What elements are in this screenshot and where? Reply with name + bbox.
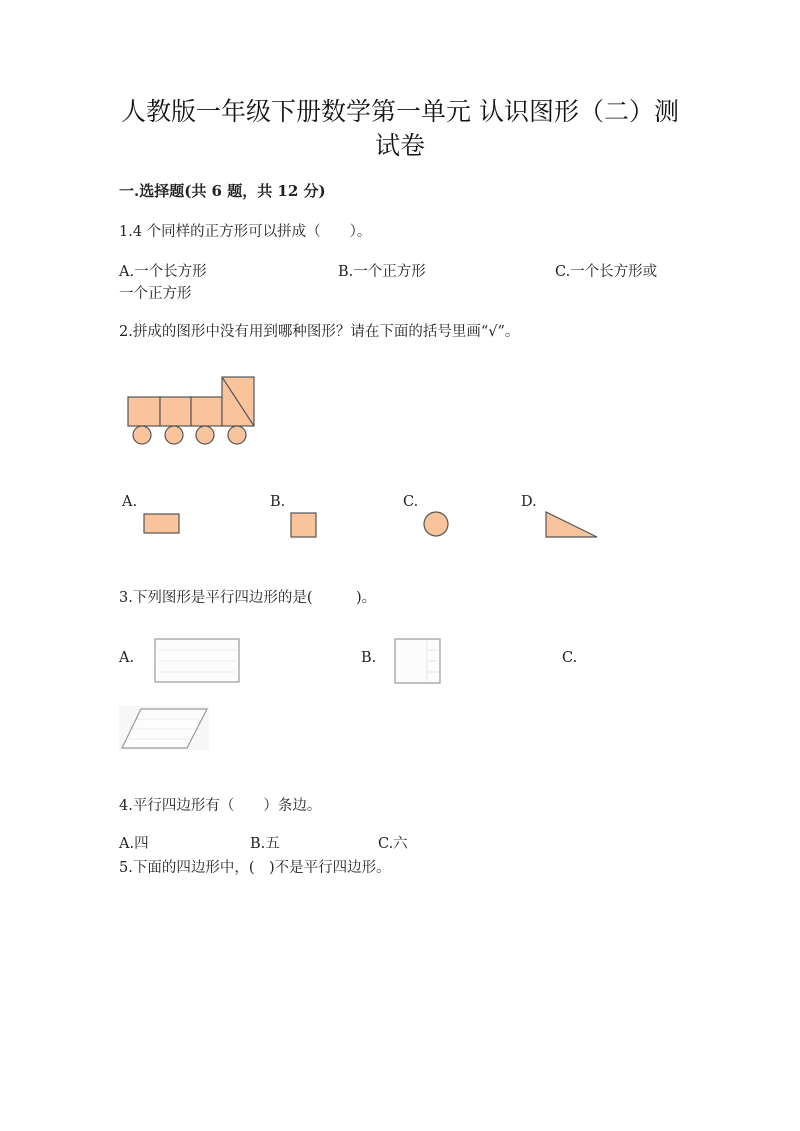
train-wheel-3 [196, 426, 214, 444]
train-rect-2 [160, 397, 191, 426]
question-2-option-a[interactable]: A. [122, 494, 138, 510]
question-4-option-c[interactable]: C.六 [378, 836, 408, 852]
question-3-option-c[interactable]: C. [562, 650, 578, 666]
question-3-option-b[interactable]: B. [361, 650, 377, 666]
question-1-option-c-continued: 一个正方形 [119, 286, 192, 302]
question-3-option-a[interactable]: A. [119, 650, 135, 666]
question-2-stem: 2.拼成的图形中没有用到哪种图形？请在下面的括号里画“√”。 [119, 324, 520, 340]
question-4-option-b[interactable]: B.五 [250, 836, 280, 852]
train-figure [125, 372, 260, 447]
question-3-stem: 3.下列图形是平行四边形的是( )。 [119, 590, 377, 606]
train-wheel-2 [165, 426, 183, 444]
question-1-option-c[interactable]: C.一个长方形或 [555, 264, 658, 280]
page-title-line-2: 试卷 [374, 131, 425, 160]
circle-shape-icon [423, 511, 449, 537]
question-1-stem: 1.4 个同样的正方形可以拼成（ ）。 [119, 224, 372, 240]
question-2-option-c[interactable]: C. [403, 494, 419, 510]
train-rect-3 [191, 397, 222, 426]
sketch-rectangle-figure [154, 638, 242, 684]
square-shape-icon [290, 512, 318, 538]
rectangle-shape-icon [143, 513, 181, 535]
question-1-option-b[interactable]: B.一个正方形 [338, 264, 426, 280]
question-2-option-b[interactable]: B. [270, 494, 286, 510]
train-rect-1 [128, 397, 160, 426]
question-2-option-d[interactable]: D. [521, 494, 537, 510]
question-5-stem: 5.下面的四边形中，( )不是平行四边形。 [119, 860, 391, 876]
train-wheel-1 [133, 426, 151, 444]
train-wheel-4 [228, 426, 246, 444]
section-heading: 一.选择题(共 6 题，共 12 分) [119, 182, 326, 200]
sketch-parallelogram-figure [119, 706, 211, 752]
sketch-square-figure [394, 638, 442, 685]
question-4-option-a[interactable]: A.四 [119, 836, 149, 852]
page-title-line-1: 人教版一年级下册数学第一单元 认识图形（二）测 [121, 97, 679, 126]
question-1-option-a[interactable]: A.一个长方形 [119, 264, 207, 280]
question-4-stem: 4.平行四边形有（ ）条边。 [119, 798, 322, 814]
triangle-shape-icon [544, 510, 600, 540]
